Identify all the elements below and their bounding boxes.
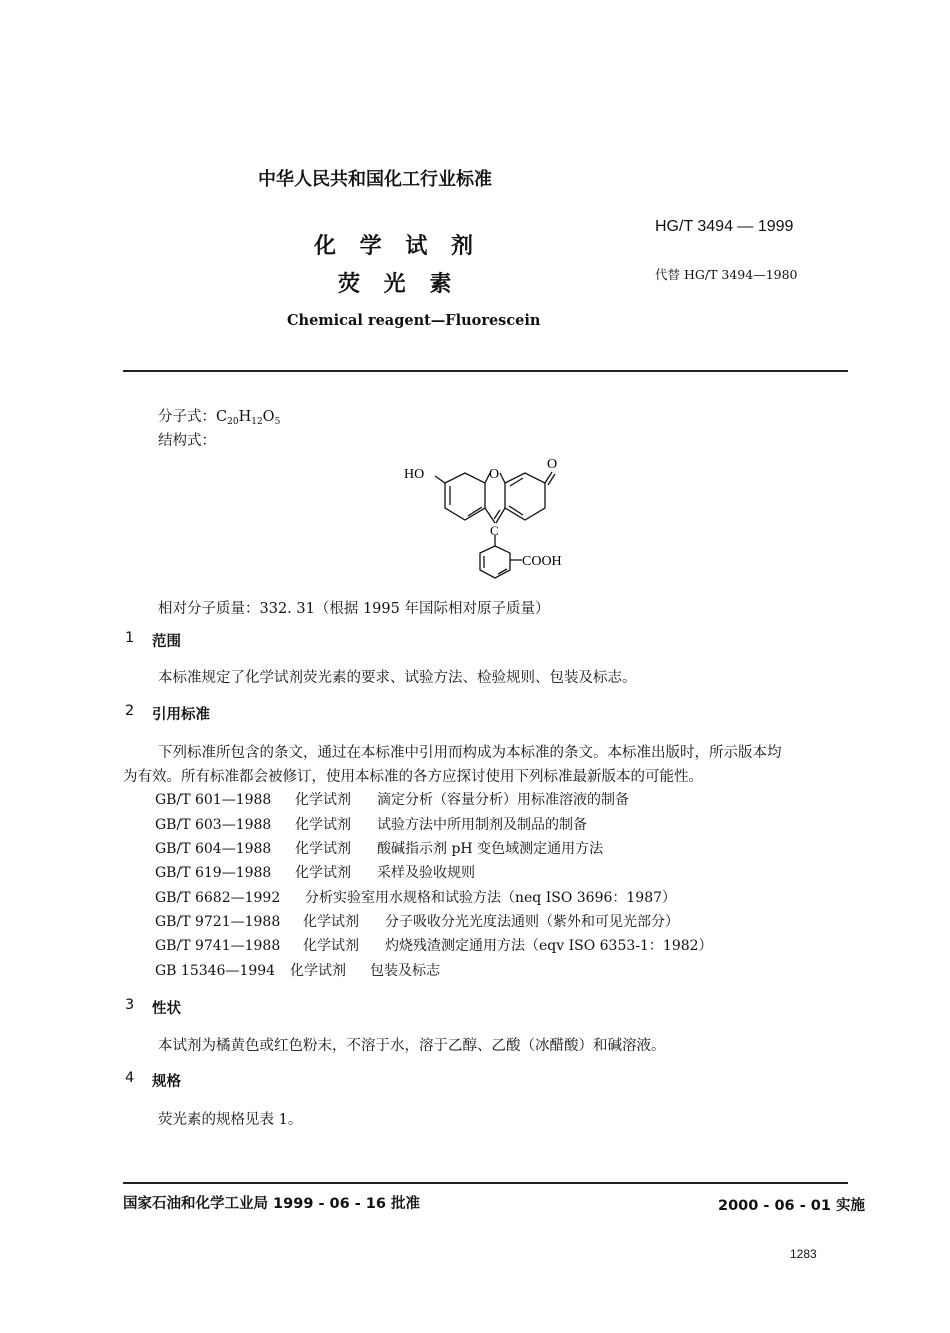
list-item: GB/T 9721—1988 化学试剂 分子吸收分光光度法通则（紫外和可见光部分）: [155, 914, 679, 930]
section-3-text: 本试剂为橘黄色或红色粉末，不溶于水，溶于乙醇、乙酸（冰醋酸）和碱溶液。: [158, 1038, 666, 1054]
standard-number: HG/T 3494 — 1999: [655, 218, 794, 235]
replaces-standard: 代替 HG/T 3494—1980: [655, 267, 798, 282]
keto-oxygen-label: O: [547, 457, 558, 472]
org-title: 中华人民共和国化工行业标准: [258, 169, 492, 190]
list-item: GB/T 619—1988 化学试剂 采样及验收规则: [155, 865, 475, 881]
list-item: GB/T 601—1988 化学试剂 滴定分析（容量分析）用标准溶液的制备: [155, 792, 629, 808]
section-4-text: 荧光素的规格见表 1。: [158, 1112, 303, 1128]
cooh-label: COOH: [522, 554, 562, 569]
footer-rule: [123, 1182, 848, 1184]
section-2-number: 2: [125, 703, 135, 719]
doc-title-line2: 荧 光 素: [338, 272, 460, 297]
list-item: GB/T 603—1988 化学试剂 试验方法中所用制剂及制品的制备: [155, 817, 587, 833]
english-title: Chemical reagent—Fluorescein: [287, 312, 541, 329]
center-carbon-label: C: [490, 523, 499, 538]
list-item: GB/T 6682—1992 分析实验室用水规格和试验方法（neq ISO 3696：1987）: [155, 890, 677, 906]
section-3-title: 性状: [152, 1001, 181, 1017]
section-2-para-line1: 下列标准所包含的条文，通过在本标准中引用而构成为本标准的条文。本标准出版时，所示版本均: [158, 745, 782, 761]
section-2-title: 引用标准: [152, 707, 210, 723]
doc-title-line1: 化 学 试 剂: [314, 234, 481, 259]
section-4-title: 规格: [152, 1074, 181, 1090]
header-rule: [123, 370, 848, 372]
section-4-number: 4: [125, 1070, 135, 1086]
section-1-text: 本标准规定了化学试剂荧光素的要求、试验方法、检验规则、包装及标志。: [158, 670, 637, 686]
molecular-mass: 相对分子质量：332. 31（根据 1995 年国际相对原子质量）: [158, 601, 550, 617]
structure-label: 结构式：: [158, 433, 216, 449]
effective-date: 2000 - 06 - 01 实施: [718, 1198, 865, 1214]
page-number: 1283: [790, 1247, 817, 1261]
molecular-formula: 分子式：$C_{20}H_{12}O_5$: [158, 409, 281, 427]
list-item: GB/T 604—1988 化学试剂 酸碱指示剂 pH 变色域测定通用方法: [155, 841, 604, 857]
ho-label: HO: [404, 467, 425, 482]
section-1-number: 1: [125, 630, 135, 646]
list-item: GB 15346—1994 化学试剂 包装及标志: [155, 963, 440, 979]
section-2-para-line2: 为有效。所有标准都会被修订，使用本标准的各方应探讨使用下列标准最新版本的可能性。: [123, 769, 703, 785]
section-1-title: 范围: [152, 634, 181, 650]
section-3-number: 3: [125, 997, 135, 1013]
ring-oxygen-label: O: [489, 467, 500, 482]
structural-formula: [390, 448, 580, 588]
approval-line: 国家石油和化学工业局 1999 - 06 - 16 批准: [123, 1196, 421, 1212]
list-item: GB/T 9741—1988 化学试剂 灼烧残渣测定通用方法（eqv ISO 6353-1：1982）: [155, 938, 713, 954]
